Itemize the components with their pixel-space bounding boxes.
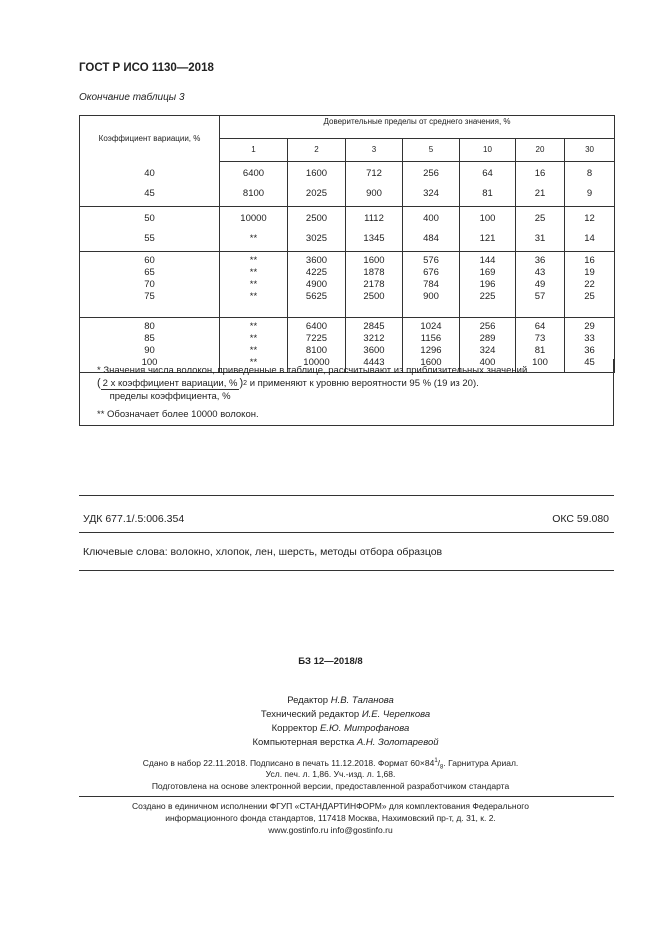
value-cell: 1156 — [403, 333, 460, 345]
note-1-denominator: пределы коэффициента, % — [109, 391, 231, 402]
editor-role: Корректор — [271, 723, 318, 734]
editor-name: Е.Ю. Митрофанова — [320, 723, 410, 734]
value-cell: 576 — [403, 252, 460, 268]
value-cell: 256 — [460, 318, 516, 334]
sub-header: 2 — [288, 139, 346, 162]
value-cell: 45 — [565, 357, 615, 373]
table-row — [80, 229, 615, 252]
value-cell: 43 — [516, 267, 565, 279]
separator-line — [79, 532, 614, 533]
table-row — [80, 252, 615, 268]
value-cell: ** — [220, 345, 288, 357]
value-cell: 49 — [516, 279, 565, 291]
created-info-1: Создано в единичном исполнении ФГУП «СТАНДАРТИНФОРМ» для комплектования Федерального — [132, 801, 529, 811]
value-cell: 1878 — [346, 267, 403, 279]
value-cell: 12 — [565, 207, 615, 230]
value-cell: 100 — [516, 357, 565, 373]
table-row — [80, 279, 615, 291]
value-cell: 484 — [403, 229, 460, 252]
created-info-2: информационного фонда стандартов, 117418 Москва, Нахимовский пр-т, д. 31, к. 2. — [165, 813, 496, 823]
separator-line — [79, 796, 614, 797]
table-row — [80, 333, 615, 345]
value-cell: 900 — [346, 184, 403, 207]
group-header: Доверительные пределы от среднего значения, % — [220, 116, 615, 139]
value-cell: 5625 — [288, 291, 346, 318]
table-row — [80, 291, 615, 318]
value-cell: 4225 — [288, 267, 346, 279]
value-cell: 144 — [460, 252, 516, 268]
editor-role: Технический редактор — [260, 709, 360, 720]
value-cell: 2025 — [288, 184, 346, 207]
cv-cell: 75 — [80, 291, 220, 318]
value-cell: 1600 — [288, 162, 346, 185]
cv-cell: 60 — [80, 252, 220, 268]
note-2: ** Обозначает более 10000 волокон. — [97, 409, 259, 420]
value-cell: 2500 — [288, 207, 346, 230]
value-cell: 16 — [565, 252, 615, 268]
value-cell: 8100 — [288, 345, 346, 357]
value-cell: 57 — [516, 291, 565, 318]
value-cell: 400 — [460, 357, 516, 373]
value-cell: ** — [220, 333, 288, 345]
value-cell: 225 — [460, 291, 516, 318]
sub-header: 3 — [346, 139, 403, 162]
separator-line — [79, 495, 614, 496]
value-cell: 14 — [565, 229, 615, 252]
table-row — [80, 318, 615, 334]
bz-code: БЗ 12—2018/8 — [298, 656, 363, 667]
editor-role: Редактор — [287, 695, 329, 706]
value-cell: 900 — [403, 291, 460, 318]
value-cell: 25 — [516, 207, 565, 230]
sub-header: 1 — [220, 139, 288, 162]
value-cell: 3212 — [346, 333, 403, 345]
value-cell: ** — [220, 291, 288, 318]
cv-cell: 65 — [80, 267, 220, 279]
value-cell: 81 — [516, 345, 565, 357]
value-cell: 1600 — [346, 252, 403, 268]
value-cell: 712 — [346, 162, 403, 185]
value-cell: ** — [220, 318, 288, 334]
cv-cell: 90 — [80, 345, 220, 357]
value-cell: 1296 — [403, 345, 460, 357]
col-header-cv: Коэффициент вариации, % — [80, 116, 220, 162]
value-cell: 2500 — [346, 291, 403, 318]
value-cell: 324 — [403, 184, 460, 207]
value-cell: 1600 — [403, 357, 460, 373]
value-cell: 256 — [403, 162, 460, 185]
value-cell: 2178 — [346, 279, 403, 291]
value-cell: 31 — [516, 229, 565, 252]
print-info-2: Усл. печ. л. 1,86. Уч.-изд. л. 1,68. — [265, 769, 396, 779]
note-1-numerator: 2 х коэффициент вариации, % — [102, 378, 238, 389]
value-cell: 64 — [460, 162, 516, 185]
value-cell: 36 — [565, 345, 615, 357]
value-cell: 289 — [460, 333, 516, 345]
oks-code: ОКС 59.080 — [552, 513, 609, 525]
note-1: * Значения числа волокон, приведенные в таблице, рассчитывают из приблизительных значений ( 2 х коэффициент вариации, % пределы коэффициента, %)$^2$ и применяют к уровню вероятности 95 % (19 из 20). — [97, 365, 528, 402]
value-cell: ** — [220, 252, 288, 268]
data-table — [79, 115, 615, 373]
sub-header: 20 — [516, 139, 565, 162]
editors-block — [0, 694, 661, 750]
table-caption: Окончание таблицы 3 — [79, 92, 185, 103]
value-cell: ** — [220, 279, 288, 291]
value-cell: 25 — [565, 291, 615, 318]
print-info-1: Сдано в набор 22.11.2018. Подписано в печать 11.12.2018. Формат $60\times 84^1/_8$. Гарнитура Ариал. — [142, 758, 519, 771]
print-info-3: Подготовлена на основе электронной версии, предоставленной разработчиком стандарта — [151, 781, 510, 791]
value-cell: 19 — [565, 267, 615, 279]
value-cell: 29 — [565, 318, 615, 334]
value-cell: 64 — [516, 318, 565, 334]
table-row — [80, 162, 615, 185]
value-cell: 100 — [460, 207, 516, 230]
value-cell: 4443 — [346, 357, 403, 373]
editor-name: Н.В. Таланова — [330, 695, 394, 706]
note-1-text: * Значения числа волокон, приведенные в таблице, рассчитывают из приблизительных значений — [97, 365, 528, 376]
cv-cell: 100 — [80, 357, 220, 373]
value-cell: 33 — [565, 333, 615, 345]
value-cell: 4900 — [288, 279, 346, 291]
sub-header: 5 — [403, 139, 460, 162]
table-row — [80, 267, 615, 279]
value-cell: 3025 — [288, 229, 346, 252]
sub-header: 10 — [460, 139, 516, 162]
editor-role: Компьютерная верстка — [252, 737, 355, 748]
cv-cell: 45 — [80, 184, 220, 207]
editor-line — [0, 694, 661, 708]
value-cell: 1024 — [403, 318, 460, 334]
cv-cell: 85 — [80, 333, 220, 345]
cv-cell: 80 — [80, 318, 220, 334]
cv-cell: 50 — [80, 207, 220, 230]
table-row — [80, 345, 615, 357]
value-cell: 1112 — [346, 207, 403, 230]
value-cell: 73 — [516, 333, 565, 345]
value-cell: 36 — [516, 252, 565, 268]
value-cell: 9 — [565, 184, 615, 207]
value-cell: 6400 — [288, 318, 346, 334]
keywords: Ключевые слова: волокно, хлопок, лен, шерсть, методы отбора образцов — [83, 546, 443, 558]
table-notes — [79, 359, 614, 426]
table-row — [80, 207, 615, 230]
udk-code: УДК 677.1/.5:006.354 — [83, 513, 185, 525]
value-cell: 2845 — [346, 318, 403, 334]
value-cell: 169 — [460, 267, 516, 279]
value-cell: 400 — [403, 207, 460, 230]
editor-line — [0, 708, 661, 722]
editor-line — [0, 722, 661, 736]
value-cell: 784 — [403, 279, 460, 291]
value-cell: 7225 — [288, 333, 346, 345]
value-cell: 81 — [460, 184, 516, 207]
value-cell: 21 — [516, 184, 565, 207]
value-cell: 121 — [460, 229, 516, 252]
separator-line — [79, 570, 614, 571]
value-cell: ** — [220, 229, 288, 252]
value-cell: 10000 — [288, 357, 346, 373]
website-email: www.gostinfo.ru info@gostinfo.ru — [268, 825, 393, 835]
table-row — [80, 184, 615, 207]
value-cell: 3600 — [288, 252, 346, 268]
document-header: ГОСТ Р ИСО 1130—2018 — [79, 62, 214, 74]
sub-header: 30 — [565, 139, 615, 162]
value-cell: 10000 — [220, 207, 288, 230]
value-cell: ** — [220, 357, 288, 373]
value-cell: ** — [220, 267, 288, 279]
value-cell: 16 — [516, 162, 565, 185]
cv-cell: 55 — [80, 229, 220, 252]
value-cell: 1345 — [346, 229, 403, 252]
value-cell: 6400 — [220, 162, 288, 185]
value-cell: 22 — [565, 279, 615, 291]
value-cell: 196 — [460, 279, 516, 291]
editor-line — [0, 736, 661, 750]
cv-cell: 40 — [80, 162, 220, 185]
value-cell: 676 — [403, 267, 460, 279]
editor-name: И.Е. Черепкова — [361, 709, 431, 720]
value-cell: 3600 — [346, 345, 403, 357]
editor-name: А.Н. Золотаревой — [356, 737, 439, 748]
value-cell: 8100 — [220, 184, 288, 207]
cv-cell: 70 — [80, 279, 220, 291]
value-cell: 8 — [565, 162, 615, 185]
value-cell: 324 — [460, 345, 516, 357]
note-1-tail: и применяют к уровню вероятности 95 % (19 из 20). — [249, 378, 479, 389]
